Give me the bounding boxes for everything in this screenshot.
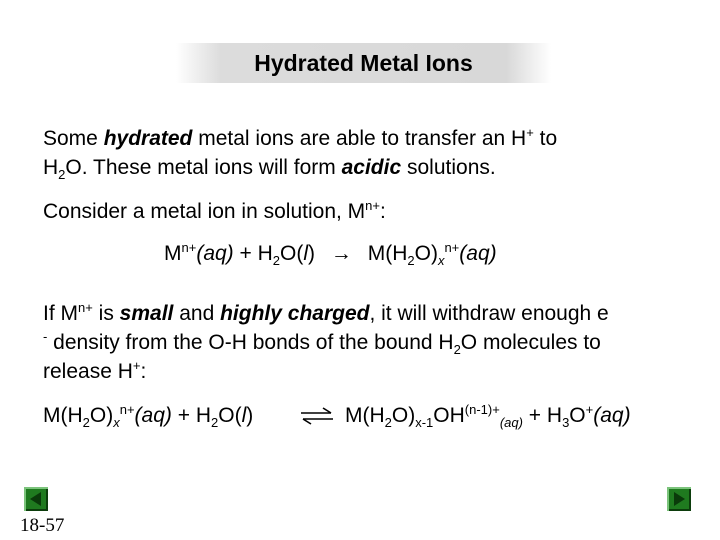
next-slide-button[interactable] bbox=[667, 487, 691, 511]
paragraph-consider: Consider a metal ion in solution, $M^{n+}$: bbox=[43, 198, 386, 223]
paragraph-small-charged bbox=[43, 299, 609, 386]
triangle-left-icon bbox=[24, 487, 48, 511]
equation-hydrolysis-right: $M(H_2O)_{x-1}OH^{(n-1)+}_{(aq)} + H_3O^+(aq)$ bbox=[345, 402, 631, 430]
paragraph-line-2: $H_2O$. These metal ions will form acidic solutions. bbox=[43, 156, 496, 182]
paragraph-hydrated-ions bbox=[43, 124, 557, 182]
equation-hydration: $M^{n+}(aq) + H_2O(l) \to M(H_2O)_x^{n+}(aq)$ bbox=[164, 240, 497, 268]
paragraph-line-1: If $M^{n+}$ is small and highly charged, it will withdraw enough e bbox=[43, 300, 609, 325]
slide-number: 18-57 bbox=[20, 515, 65, 536]
equation-hydrolysis-left: $M(H_2O)_x^{n+}(aq) + H_2O(l)$ bbox=[43, 402, 254, 430]
slide-title: Hydrated Metal Ions bbox=[254, 50, 473, 76]
equilibrium-arrow-icon bbox=[299, 406, 335, 426]
paragraph-line-1: Some hydrated metal ions are able to transfer an H+ to bbox=[43, 125, 558, 150]
paragraph-line-2: - density from the O-H bonds of the bound $H_2O$ molecules to bbox=[43, 329, 601, 357]
paragraph-line-3: release H+: bbox=[43, 358, 147, 383]
triangle-right-icon bbox=[667, 487, 691, 511]
reaction-arrow: → bbox=[330, 242, 352, 265]
previous-slide-button[interactable] bbox=[24, 487, 48, 511]
